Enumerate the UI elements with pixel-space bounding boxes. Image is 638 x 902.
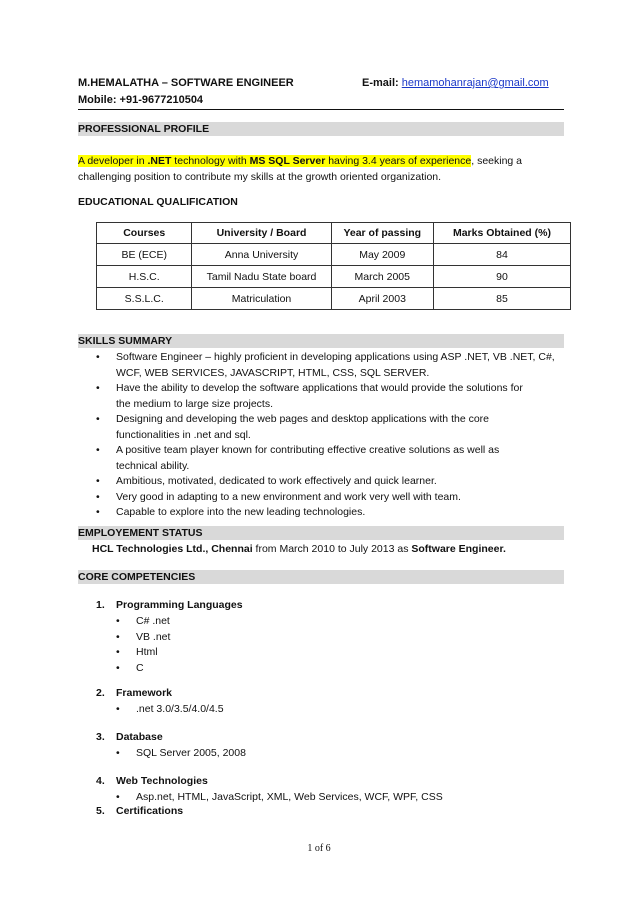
profile-text: A developer in .NET technology with MS SQL Server having 3.4 years of experience, seeking a challenging position to contribute my skills at the growth oriented organization. [78, 155, 523, 183]
bullet-icon: • [116, 661, 120, 674]
list-item: • Ambitious, motivated, dedicated to work effectively and quick learner. [96, 474, 566, 490]
section-bar-skills [78, 334, 564, 348]
competency-heading: 3. Database [96, 731, 163, 743]
list-item: • .net 3.0/3.5/4.0/4.5 [116, 702, 224, 718]
competency-list [116, 614, 170, 676]
section-title-education: EDUCATIONAL QUALIFICATION [78, 196, 238, 208]
table-cell: H.S.C. [97, 266, 192, 288]
competency-list [116, 702, 224, 718]
table-header: Year of passing [331, 223, 433, 244]
bullet-icon: • [96, 444, 100, 456]
bullet-icon: • [96, 490, 100, 503]
section-bar-profile [78, 122, 564, 136]
list-item: • Html [116, 645, 170, 661]
job-role: Software Engineer. [411, 543, 506, 555]
competency-list [116, 790, 443, 806]
competency-heading: 4. Web Technologies [96, 775, 208, 787]
table-cell: 85 [433, 288, 570, 310]
table-header-row [97, 223, 571, 244]
email-label: E-mail: [362, 77, 399, 89]
list-item: • Capable to explore into the new leading technologies. [96, 505, 566, 521]
table-header: University / Board [192, 223, 331, 244]
list-item: • C# .net [116, 614, 170, 630]
list-item: • A positive team player known for contributing effective creative solutions as well as technical ability. [96, 444, 500, 472]
list-item: • Designing and developing the web pages and desktop applications with the core functionalities in .net and sql. [96, 413, 490, 441]
bullet-icon: • [116, 646, 120, 658]
table-cell: Tamil Nadu State board [192, 266, 331, 288]
bullet-icon: • [116, 747, 120, 759]
table-cell: BE (ECE) [97, 244, 192, 266]
skills-list [96, 350, 566, 521]
table-header: Marks Obtained (%) [433, 223, 570, 244]
list-item: • C [116, 661, 170, 677]
bullet-icon: • [96, 351, 100, 363]
competency-heading: 2. Framework [96, 687, 173, 699]
bullet-icon: • [96, 475, 100, 487]
table-cell: 90 [433, 266, 570, 288]
profile-text-line-2: challenging position to contribute my skills at the growth oriented organization. [78, 171, 442, 183]
email-line [362, 77, 549, 89]
list-item: • SQL Server 2005, 2008 [116, 746, 246, 762]
employer-name: HCL Technologies Ltd., Chennai [92, 543, 253, 555]
bullet-icon: • [116, 703, 120, 715]
table-cell: March 2005 [331, 266, 433, 288]
list-item: • Very good in adapting to a new environment and work very well with team. [96, 490, 566, 506]
table-row [97, 288, 571, 310]
section-title-employment: EMPLOYEMENT STATUS [78, 527, 203, 539]
bullet-icon: • [96, 506, 100, 518]
competency-heading: 5. Certifications [96, 805, 184, 817]
employment-line: HCL Technologies Ltd., Chennai from March 2010 to July 2013 as Software Engineer. [92, 543, 506, 555]
bullet-icon: • [96, 413, 100, 425]
competency-list [116, 746, 246, 762]
bullet-icon: • [116, 791, 120, 803]
email-link[interactable]: hemamohanrajan@gmail.com [401, 77, 549, 89]
list-item: • Have the ability to develop the software applications that would provide the solutions for the medium to large size projects. [96, 382, 523, 410]
mobile-line: Mobile: +91-9677210504 [78, 94, 204, 106]
page-number: 1 of 6 [307, 843, 331, 854]
name-title: M.HEMALATHA – SOFTWARE ENGINEER [78, 77, 294, 89]
section-bar-core [78, 570, 564, 584]
table-cell: Matriculation [192, 288, 331, 310]
list-item: • Software Engineer – highly proficient in developing applications using ASP .NET, VB .NET, C#, WCF, WEB SERVICES, JAVASCRIPT, HTML, CSS, SQL SERVER. [96, 351, 555, 379]
bullet-icon: • [96, 382, 100, 394]
education-table [96, 222, 571, 310]
bullet-icon: • [116, 630, 120, 643]
table-cell: 84 [433, 244, 570, 266]
table-cell: April 2003 [331, 288, 433, 310]
section-title-core: CORE COMPETENCIES [78, 571, 196, 583]
section-title-skills: SKILLS SUMMARY [78, 335, 173, 347]
bullet-icon: • [116, 615, 120, 627]
table-cell: May 2009 [331, 244, 433, 266]
table-row [97, 266, 571, 288]
list-item: • Asp.net, HTML, JavaScript, XML, Web Services, WCF, WPF, CSS [116, 790, 443, 806]
section-bar-employment [78, 526, 564, 540]
table-cell: S.S.L.C. [97, 288, 192, 310]
profile-highlight: A developer in .NET technology with MS SQL Server having 3.4 years of experience [78, 155, 472, 167]
table-cell: Anna University [192, 244, 331, 266]
section-title-profile: PROFESSIONAL PROFILE [78, 123, 210, 135]
table-header: Courses [97, 223, 192, 244]
header-divider [78, 109, 564, 110]
table-row [97, 244, 571, 266]
list-item: • VB .net [116, 630, 170, 646]
competency-heading: 1. Programming Languages [96, 599, 243, 611]
